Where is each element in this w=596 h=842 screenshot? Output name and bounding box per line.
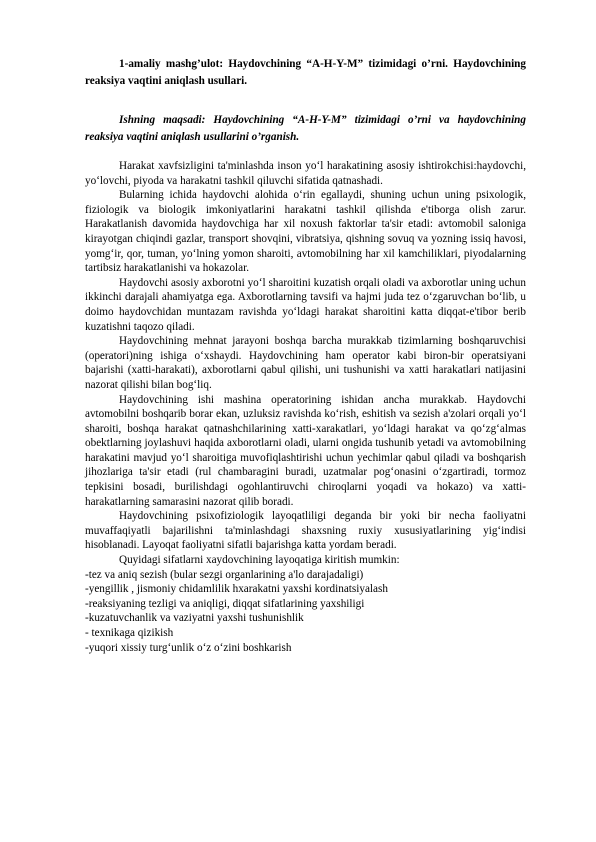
list-intro: Quyidagi sifatlarni xaydovchining layoqatiga kiritish mumkin: xyxy=(119,554,400,567)
list-item: - texnikaga qizikish xyxy=(85,627,174,639)
list-item: -reaksiyaning tezligi va aniqligi, diqqat sifatlarining yaxshiligi xyxy=(85,597,365,610)
document-page xyxy=(85,56,526,655)
paragraph: Bularning ichida haydovchi alohida o‘rin egallaydi, shuning uchun uning psixologik, fiziologik va biologik imkoniyatlarini harakatni tashkil qilishda e'tiborga olish zarur. Harakatlanish davomida haydovchiga har xil noxush faktorlar ta'sir etadi: avtomobil saloniga kirayotgan chiqindi gazlar, transport shovqini, vibratsiya, qishning sovuq va yozning issiq havosi, yomg‘ir, qor, tuman, yo‘lning yomon sharoiti, avtomobilning har xil kamchiliklari, piyodalarning tartibsiz harakatlanishi va hokazolar. xyxy=(85,189,526,275)
page-title: 1-amaliy mashg’ulot: Haydovchining “A-H-Y-M” tizimidagi o’rni. Haydovchining reaksiya vaqtini aniqlash usullari. xyxy=(85,58,526,87)
aim-statement: Ishning maqsadi: Haydovchining “A-H-Y-M” tizimidagi o’rni va haydovchining reaksiya vaqtini aniqlash usullarini o’rganish. xyxy=(85,114,526,143)
paragraph: Haydovchi asosiy axborotni yo‘l sharoitini kuzatish orqali oladi va axborotlar uning uchun ikkinchi darajali ahamiyatga ega. Axborotlarning tavsifi va hajmi juda tez o‘zgaruvchan bo‘lib, u doimo haydovchidan muntazam ravishda yo‘ldagi harakat sharoitini katta diqqat-e'tibor berib kuzatishni taqozo qiladi. xyxy=(85,276,526,333)
list-item: -tez va aniq sezish (bular sezgi organlarining a'lo darajadaligi) xyxy=(85,568,364,581)
list-item: -yuqori xissiy turg‘unlik o‘z o‘zini boshkarish xyxy=(85,641,292,654)
qualities-list xyxy=(85,568,526,656)
paragraph: Haydovchining mehnat jarayoni boshqa barcha murakkab tizimlarning boshqaruvchisi (operatori)ning ishiga o‘xshaydi. Haydovchining ham operator kabi biron-bir operatsiyani bajarishi (xatti-harakati), axborotlarni qabul qilishi, uni tushunishi va xatti harakatlari natijasini nazorat qilishi bilan bog‘liq. xyxy=(85,335,526,391)
list-item: -yengillik , jismoniy chidamlilik hxarakatni yaxshi kordinatsiyalash xyxy=(85,583,388,596)
list-item: -kuzatuvchanlik va vaziyatni yaxshi tushunishlik xyxy=(85,612,304,625)
paragraph: Haydovchining psixofiziologik layoqatliligi deganda bir yoki bir necha faoliyatni muvaffaqiyatli bajarilishni ta'minlashdagi shaxsning ruxiy xususiyatlarining yig‘indisi hisoblanadi. Layoqat faoliyatni sifatli bajarishga katta yordam beradi. xyxy=(85,510,526,552)
paragraph: Harakat xavfsizligini ta'minlashda inson yo‘l harakatining asosiy ishtirokchisi:haydovchi, yo‘lovchi, piyoda va harakatni tashkil qiluvchi sifatida qatnashadi. xyxy=(85,160,526,187)
paragraph: Haydovchining ishi mashina operatorining ishidan ancha murakkab. Haydovchi avtomobilni boshqarib borar ekan, uzluksiz ravishda ko‘rish, eshitish va sezish a'zolari orqali yo‘l sharoiti, boshqa harakat qatnashchilarining xatti-xarakatlari, yo‘ldagi harakat va qo‘zg‘almas obektlarning joylashuvi haqida axborotlarni oladi, ularni ongida tushunib yetadi va avtomobilning harakatini mavjud yo‘l sharoitiga muvofiqlashtirishi uchun yechimlar qabul qiladi va boshqarish jihozlariga ta'sir etadi (rul chambaragini buradi, uzatmalar pog‘onasini o‘zgartiradi, tormoz tepkisini bosadi, burilishdagi ogohlantiruvchi chiroqlarni yoqadi va hokazo) va xatti-harakatlarning samarasini nazorat qilib boradi. xyxy=(85,393,526,508)
